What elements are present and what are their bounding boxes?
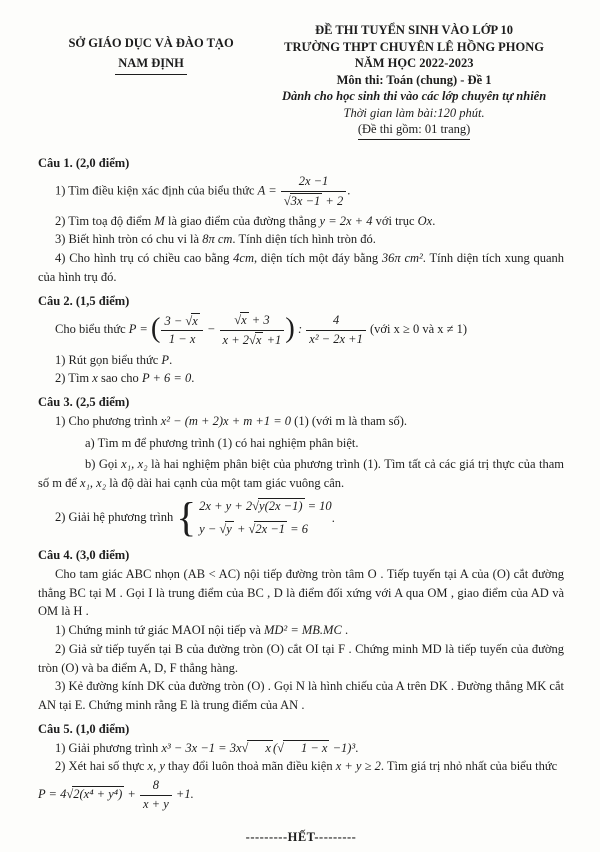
cau2-fraction2: $\frac{√x + 3}{x + 2√x +1}$	[219, 312, 286, 348]
open-paren: (	[272, 740, 278, 755]
system-equation1: 2x + y + 2√y(2x −1) = 10	[199, 498, 332, 513]
fraction-numerator: 2x −1	[281, 174, 346, 192]
cau5-item1: 1) Giải phương trình x³ − 3x −1 = 3x√ x (√ 1 − x −1)³.	[55, 740, 359, 755]
radical-sign: √	[283, 193, 290, 208]
cau1-item2: 2) Tìm toạ độ điểm M là giao điểm của đường thẳng y = 2x + 4 với trục Ox.	[55, 213, 436, 228]
cau1-item1-lhs: A =	[257, 183, 277, 198]
open-paren: (	[150, 312, 161, 345]
cau5-title: Câu 5. (1,0 điểm)	[38, 721, 130, 736]
radical-sign: √	[219, 521, 226, 536]
sqrt-expression: √ x	[241, 740, 271, 755]
duration-line: Thời gian làm bài:120 phút.	[343, 105, 485, 120]
authority-name: SỞ GIÁO DỤC VÀ ĐÀO TẠO	[68, 36, 234, 50]
system-brace: {	[176, 494, 197, 541]
sqrt-expression: √x	[185, 313, 198, 328]
divide-operator: :	[297, 322, 303, 337]
radical-sign: √	[248, 521, 255, 536]
sqrt-expression: √ 1 − x	[277, 740, 328, 755]
school-name: TRƯỜNG THPT CHUYÊN LÊ HỒNG PHONG	[284, 39, 545, 54]
cau3-title: Câu 3. (2,5 điểm)	[38, 395, 130, 409]
fraction-denominator: √3x −1 + 2	[283, 193, 344, 208]
minus-operator: −	[206, 322, 216, 337]
sqrt-expression: √3x −1	[283, 193, 321, 208]
cau3-item1b: b) Gọi x₁, x₂ là hai nghiệm phân biệt của phương trình (1). Tìm tất cả các giá trị thực của tham số m để x₁, x₂ là độ dài hai cạnh của một tam giác vuông cân.	[38, 457, 565, 490]
cau4-item2: 2) Giả sử tiếp tuyến tại B của đường tròn (O) cắt OI tại F . Chứng minh MD là tiếp tuyến của đường tròn (O) và ba điểm A, D, F thẳng hàng.	[38, 641, 564, 675]
exam-header	[38, 22, 564, 140]
cau3-item2: 2) Giải hệ phương trình { 2x + y + 2√y(2x −1) = 10 y − √y + √2x −1 = 6 .	[55, 494, 335, 541]
cau2-title: Câu 2. (1,5 điểm)	[38, 293, 130, 308]
cau4-title: Câu 4. (3,0 điểm)	[38, 548, 130, 562]
cau1-item3: 3) Biết hình tròn có chu vi là 8π cm. Tính diện tích hình tròn đó.	[55, 232, 376, 247]
sqrt-expression: √2x −1	[248, 521, 286, 536]
radical-sign: √	[241, 740, 248, 755]
radical-sign: √	[249, 332, 255, 347]
system-equation2: y − √y + √2x −1 = 6	[199, 521, 308, 536]
cau5-formula: P = 4√2(x⁴ + y⁴) + $\frac{8}{x + y}$ +1.	[38, 778, 194, 811]
cau5-fraction: $\frac{8}{x + y}$	[139, 778, 173, 812]
cau1-item1-text: 1) Tìm điều kiện xác định của biểu thức	[55, 183, 255, 198]
cau2-fraction1: $\frac{3 - √x}{1 - x}$	[160, 313, 203, 348]
cau2-item1: 1) Rút gọn biểu thức P.	[55, 352, 173, 367]
cau3-item1: 1) Cho phương trình x² − (m + 2)x + m +1 = 0 (1) (với m là tham số).	[55, 413, 407, 428]
cau2-formula: Cho biểu thức P = ( $\frac{3 - √x}{1 - x}$ − $\frac{√x + 3}{x + 2√x +1}$ ) : $\frac{4}{\text{x² − 2x +1}}$ (với x ≥ 0 và x ≠ 1)	[55, 312, 468, 347]
sqrt-expression: √y	[219, 521, 232, 536]
cau4-item3: 3) Kẻ đường kính DK của đường tròn (O) . Gọi N là hình chiếu của A trên DK . Đường thẳng MK cắt AN tại E. Chứng minh rằng E là trung điểm của AN .	[38, 679, 564, 712]
exam-title-block	[264, 22, 564, 140]
radical-sign: √	[252, 498, 259, 513]
radical-sign: √	[66, 787, 73, 801]
audience-line: Dành cho học sinh thi vào các lớp chuyên tự nhiên	[281, 89, 547, 103]
subject-line: Môn thi: Toán (chung) - Đề 1	[336, 72, 492, 87]
cau3-item1a: a) Tìm m để phương trình (1) có hai nghiệm phân biệt.	[85, 435, 359, 450]
cau2-condition: (với x ≥ 0 và x ≠ 1)	[369, 322, 468, 337]
issuing-authority-block	[38, 22, 264, 140]
end-of-exam-marker: ---------HẾT---------	[245, 830, 357, 845]
cau2-fraction3: $\frac{4}{\text{x² − 2x +1}}$	[305, 313, 367, 347]
page-count-line: (Đề thi gồm: 01 trang)	[264, 121, 564, 140]
province-name: NAM ĐỊNH	[115, 54, 187, 75]
cau1-item1: 1) Tìm điều kiện xác định của biểu thức A = $\frac{2x -1}{√3x -1 + 2}$ .	[55, 174, 351, 208]
cau1-item1-fraction	[280, 174, 347, 209]
cau5-item2: 2) Xét hai số thực x, y thay đổi luôn thoả mãn điều kiện x + y ≥ 2. Tìm giá trị nhỏ nhất của biểu thức	[55, 759, 558, 774]
radical-sign: √	[185, 313, 192, 328]
cau2-item2: 2) Tìm x sao cho P + 6 = 0.	[55, 371, 195, 386]
radical-sign: √	[277, 740, 283, 755]
close-paren: )	[285, 312, 295, 345]
sqrt-expression: √x	[249, 332, 262, 347]
cau4-intro-paragraph: Cho tam giác ABC nhọn (AB < AC) nội tiếp đường tròn tâm O . Tiếp tuyến tại A của (O) cắt đường thẳng BC tại M . Gọi I là trung điểm của BC , D là điểm đối xứng với A qua OM , giao điểm của AD và OM là H .	[38, 566, 564, 619]
radical-sign: √	[234, 313, 241, 328]
sqrt-expression: √y(2x −1)	[252, 498, 303, 513]
exam-title-line1: ĐỀ THI TUYỂN SINH VÀO LỚP 10	[315, 23, 514, 37]
school-year: NĂM HỌC 2022-2023	[354, 56, 474, 70]
cau1-item4: 4) Cho hình trụ có chiều cao bằng 4cm, diện tích một đáy bằng 36π cm². Tính diện tích xung quanh của hình trụ đó.	[38, 251, 565, 284]
equation-system: { 2x + y + 2√y(2x −1) = 10 y − √y + √2x −1 = 6 .	[176, 494, 335, 541]
cau4-item1: 1) Chứng minh tứ giác MAOI nội tiếp và MD² = MB.MC .	[55, 623, 349, 637]
cau1-title: Câu 1. (2,0 điểm)	[38, 155, 130, 170]
sqrt-expression: √2(x⁴ + y⁴)	[66, 787, 123, 801]
sqrt-expression: √x	[234, 313, 247, 328]
